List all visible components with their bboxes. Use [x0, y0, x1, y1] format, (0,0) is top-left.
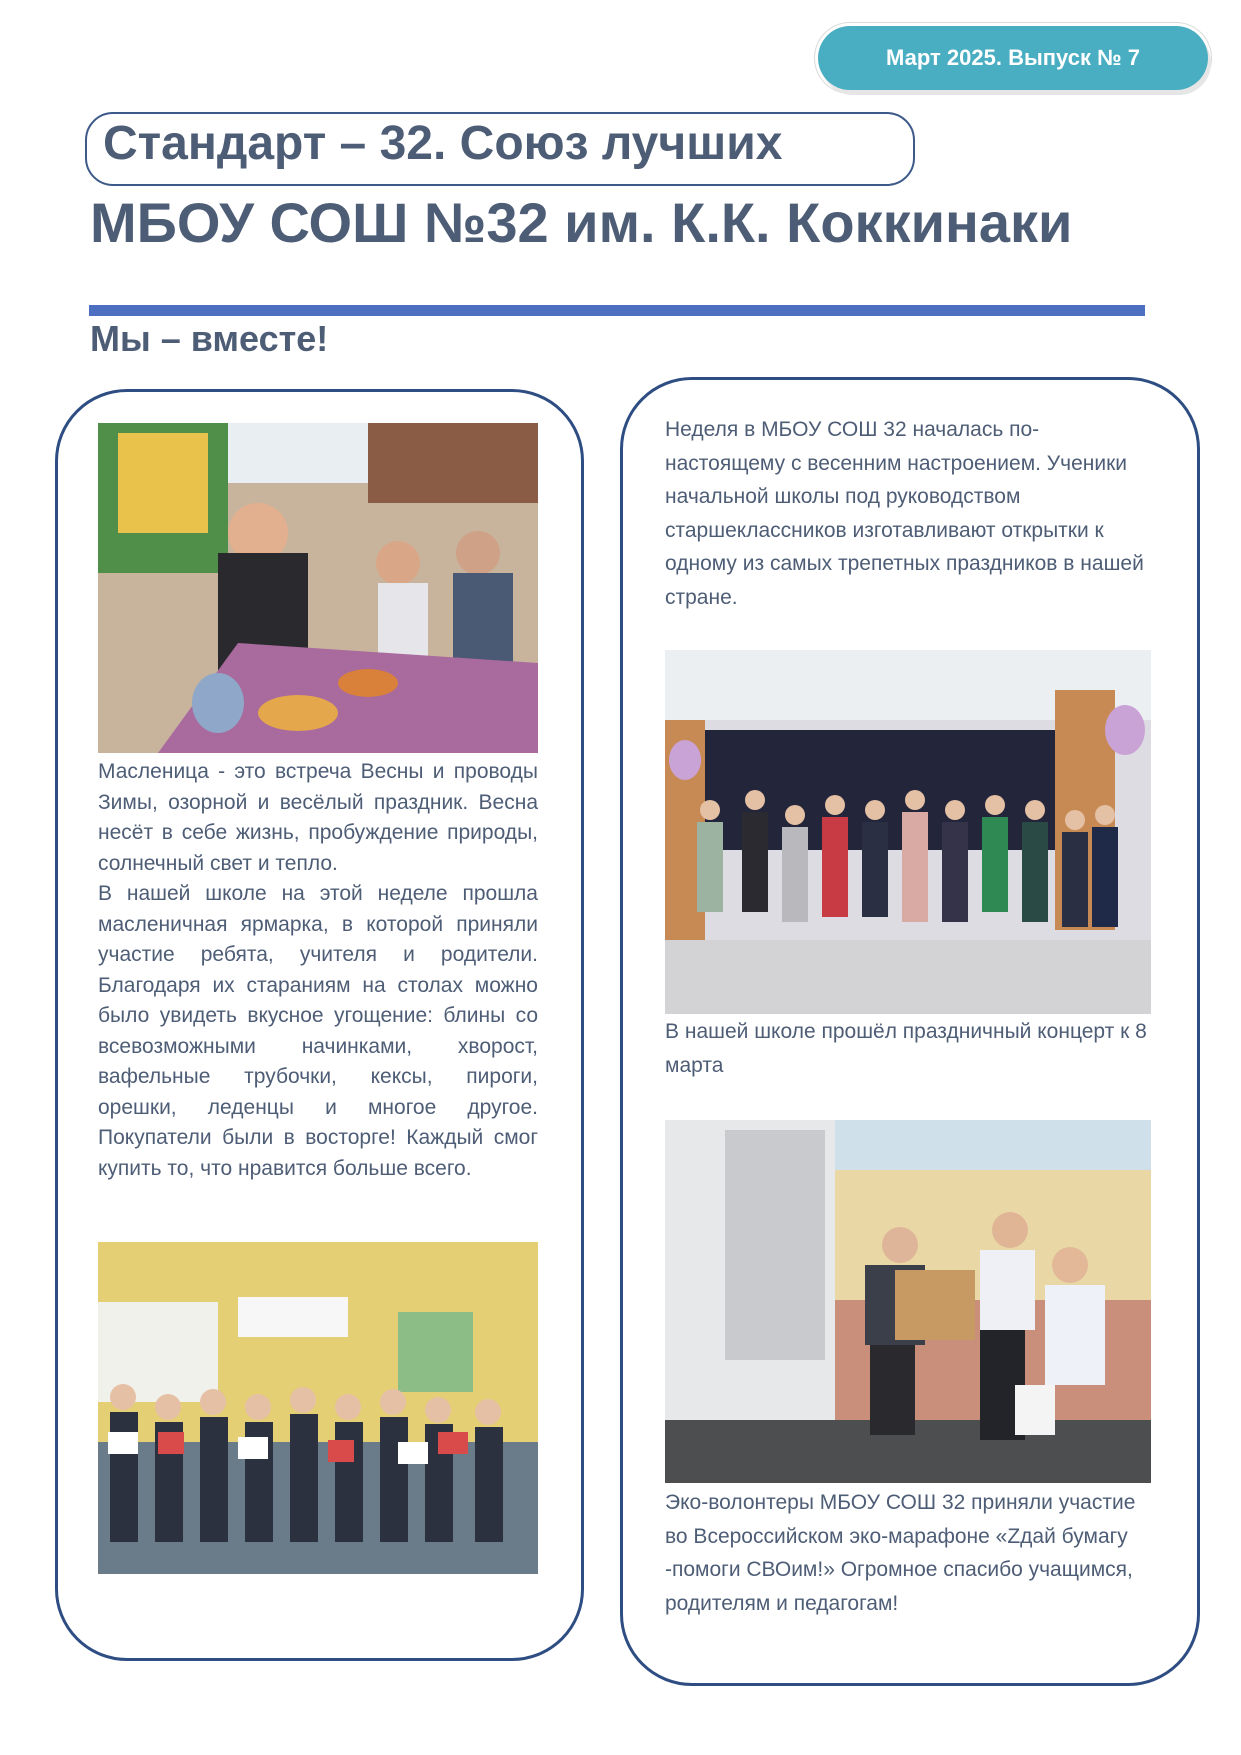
- maslenitsa-fair-photo: [98, 423, 538, 753]
- eco-volunteers-photo: [665, 1120, 1151, 1483]
- eco-caption: Эко-волонтеры МБОУ СОШ 32 приняли участие во Всероссийском эко-марафоне «Zдай бумагу -помоги СВОим!» Огромное спасибо учащимся, родителям и педагогам!: [665, 1491, 1136, 1615]
- week-intro-text: Неделя в МБОУ СОШ 32 началась по-настоящему с весенним настроением. Ученики начальной школы под руководством старшеклассников изготавливают открытки к одному из самых трепетных праздников в нашей стране.: [665, 418, 1144, 609]
- school-name: МБОУ СОШ №32 им. К.К. Коккинаки: [90, 191, 1073, 254]
- maslenitsa-paragraph-1: Масленица - это встреча Весны и проводы Зимы, озорной и весёлый праздник. Весна несёт в себе жизнь, пробуждение природы, солнечный свет и тепло.: [98, 760, 538, 875]
- issue-badge: Март 2025. Выпуск № 7: [818, 26, 1208, 90]
- march8-concert-photo: [665, 650, 1151, 1014]
- newsletter-title: Стандарт – 32. Союз лучших: [103, 117, 783, 170]
- header-divider: [89, 305, 1145, 316]
- section-heading: Мы – вместе!: [90, 318, 329, 359]
- classroom-cards-photo: [98, 1242, 538, 1574]
- maslenitsa-paragraph-2: В нашей школе на этой неделе прошла масленичная ярмарка, в которой приняли участие ребята, учителя и родители. Благодаря их стараниям на столах можно было увидеть вкусное угощение: блины со всевозможными начинками, хворост, вафельные трубочки, кексы, пироги, орешки, леденцы и многое другое. Покупатели были в восторге! Каждый смог купить то, что нравится больше всего.: [98, 882, 538, 1180]
- maslenitsa-text: [98, 757, 538, 1184]
- concert-caption: В нашей школе прошёл праздничный концерт к 8 марта: [665, 1020, 1147, 1077]
